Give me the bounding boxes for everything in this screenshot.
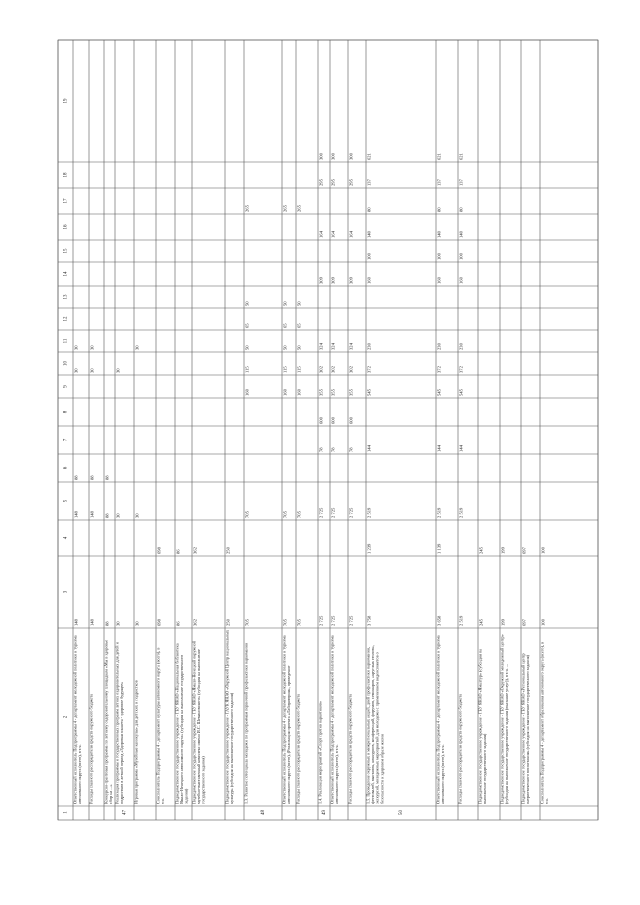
cell-value: 300 (318, 153, 324, 160)
cell-value: 697 (521, 547, 527, 554)
cell-value: 199 (500, 619, 506, 626)
cell-value: 30 (73, 345, 79, 350)
cell-value: 362 (192, 619, 198, 626)
cell-value: 30 (134, 513, 140, 518)
cell-value: 100 (540, 619, 546, 626)
row-name-text: Подведомственное государственное учреждение - ГБУ ЯНАО «Ямалтур» (субсидия на (477, 648, 483, 804)
cell-value: 265 (282, 205, 288, 212)
row-name-text: государственного задания) (200, 756, 206, 804)
column-number-label: 14 (63, 271, 69, 277)
row-name-text: культур» (субсидия на выполнение государственного задания) (229, 692, 235, 804)
cell-value: 30 (115, 621, 121, 626)
table-row (366, 152, 405, 815)
cell-value: 30 (134, 621, 140, 626)
cell-value: 621 (458, 153, 464, 160)
cell-value: 80 (458, 207, 464, 212)
cell-value: 600 (318, 417, 324, 424)
row-name-text: сбор на ...» (108, 784, 114, 804)
cell-value: 199 (500, 547, 506, 554)
cell-value: 545 (458, 389, 464, 396)
row-name-text: Подведомственное государственное учреждение - ГАУК ЯНАО «Окружной Центр национальных (224, 629, 230, 804)
table-row (348, 152, 354, 804)
cell-value: 355 (318, 389, 324, 396)
cell-value: 698 (156, 619, 162, 626)
cell-value: 355 (330, 389, 336, 396)
cell-value: 30 (115, 368, 121, 373)
cell-value: 2 725 (318, 615, 324, 626)
column-number-label: 10 (63, 361, 69, 366)
cell-value: 1 239 (366, 543, 372, 554)
cell-value: 30 (73, 368, 79, 373)
cell-value: 2 519 (436, 507, 442, 518)
row-name-text: автономного округа (всего), в т.ч. (77, 744, 83, 804)
cell-value: 600 (330, 417, 336, 424)
cell-value: 140 (458, 231, 464, 238)
cell-value: 621 (366, 153, 372, 160)
cell-value: 372 (436, 366, 442, 373)
table-row (540, 546, 550, 804)
cell-value: 88 (73, 475, 79, 480)
column-number-label: 8 (63, 410, 69, 414)
cell-value: 137 (366, 179, 372, 186)
table-row (244, 204, 267, 815)
cell-value: 65 (296, 323, 302, 328)
row-name-text: безопасности и здоровом образе жизни (379, 733, 385, 804)
row-name-text: Реализация программы и государственных программ летних оздоровительных для детей и (114, 642, 120, 804)
cell-value: 372 (458, 366, 464, 373)
cell-value: 50 (296, 345, 302, 350)
cell-value: 300 (330, 153, 336, 160)
row-number: 48 (261, 810, 267, 815)
cell-value: 324 (330, 343, 336, 350)
cell-value: 300 (348, 153, 354, 160)
cell-value: 2 725 (318, 507, 324, 518)
cell-value: 137 (436, 179, 442, 186)
cell-value: 372 (366, 366, 372, 373)
cell-value: 164 (348, 231, 354, 238)
cell-value: 705 (282, 511, 288, 518)
cell-value: 148 (89, 511, 95, 518)
cell-value: 86 (175, 549, 181, 554)
row-name-text: (субсидия на выполнение государственного задания (оказание услуг)), в т.ч. ... (504, 664, 510, 804)
cell-value: 2 725 (348, 615, 354, 626)
table-row (500, 546, 511, 804)
row-name-text: задания) (183, 788, 189, 804)
row-name-text: Соисполнитель Подпрограммы 4 - департамент образования автономного округа (всего), в (539, 642, 545, 804)
cell-value: 148 (89, 619, 95, 626)
row-name-text: Ответственный исполнитель Подпрограммы 4 - департамент молодежной политики и туризма (72, 635, 78, 804)
column-number-label: 12 (63, 316, 69, 322)
row-name-text: Подведомственное государственное учреждение - ГБУ ЯНАО «Окружной молодежный центр» (499, 634, 505, 804)
cell-value: 88 (104, 475, 110, 480)
row-name-text: т.ч. (160, 798, 166, 804)
cell-value: 78 (330, 447, 336, 452)
table-row (478, 546, 488, 804)
cell-value: 3 758 (366, 615, 372, 626)
column-number-label: 17 (63, 198, 69, 204)
table-row (330, 152, 341, 804)
cell-value: 50 (244, 345, 250, 350)
table-row (156, 546, 166, 804)
row-name-text: Расходы главного распорядителя средств окружного бюджета (295, 693, 301, 804)
cell-value: 160 (244, 389, 250, 396)
row-number: 47 (122, 810, 128, 815)
cell-value: 50 (296, 301, 302, 306)
row-number: 49 (322, 810, 328, 815)
cell-value: 295 (318, 179, 324, 186)
table-row (73, 345, 84, 804)
cell-value: 295 (330, 179, 336, 186)
row-name-text: Подведомственное государственное учреждение - ГБУ ЯНАО «Ямало-Ненецкий окружной (191, 641, 197, 804)
table-row (318, 152, 328, 815)
table-border (58, 40, 598, 820)
cell-value: 115 (244, 366, 250, 373)
cell-value: 230 (458, 343, 464, 350)
cell-value: 80 (366, 207, 372, 212)
cell-value: 2 519 (366, 507, 372, 518)
cell-value: 2 519 (458, 615, 464, 626)
row-name-text: патриотического воспитания» (субсидия на выполнение государственного задания) (525, 655, 531, 804)
cell-value: 697 (521, 619, 527, 626)
cell-value: 65 (282, 323, 288, 328)
cell-value: 160 (282, 389, 288, 396)
cell-value: 621 (436, 153, 442, 160)
cell-value: 309 (318, 277, 324, 284)
cell-value: 80 (436, 207, 442, 212)
table-row (192, 546, 206, 804)
table-row (104, 475, 114, 804)
cell-value: 144 (366, 445, 372, 452)
cell-value: 144 (436, 445, 442, 452)
row-name-text: Расходы главного распорядителя средств окружного бюджета (457, 693, 463, 804)
cell-value: 545 (436, 389, 442, 396)
row-name-text: Соисполнитель Подпрограммы 4 - департамент культуры автономного округа (всего), в (155, 647, 161, 804)
column-number-label: 6 (63, 466, 69, 470)
cell-value: 144 (458, 445, 464, 452)
column-number-label: 5 (63, 499, 69, 503)
cell-value: 78 (318, 447, 324, 452)
cell-value: 100 (366, 253, 372, 260)
row-name-text: 1.3. Развитие потенциала молодежи по программам первичной профилактики наркомании (243, 642, 249, 804)
cell-value: 30 (115, 513, 121, 518)
cell-value: 295 (348, 179, 354, 186)
cell-value: 86 (175, 621, 181, 626)
cell-value: 30 (134, 345, 140, 350)
row-name-text: фестивалей, выставок, конкурсов, конференций, форумов, семинаров, «круглых столов», (370, 645, 376, 804)
cell-value: 705 (244, 619, 250, 626)
cell-value: 88 (89, 475, 95, 480)
cell-value: 100 (540, 547, 546, 554)
cell-value: 164 (318, 231, 324, 238)
row-name-text: 1.5. Проведение окружных и межрегиональных акций, дней профилактики наркомании, (365, 646, 371, 804)
column-number-label: 2 (63, 715, 69, 719)
cell-value: 362 (192, 547, 198, 554)
row-name-text: Подведомственное государственное учреждение - ГБУ ЯНАО «Национальная библиотека (174, 643, 180, 804)
row-name-text: автономного округа (всего), в т.ч. (440, 744, 446, 804)
table-row (225, 546, 235, 804)
cell-value: 100 (458, 253, 464, 260)
row-name-text: экскурсий, молодежных мероприятий для молодежи с применением видеосюжетов о (374, 652, 380, 804)
row-name-text: автономного округа (всего), в т.ч. (334, 744, 340, 804)
cell-value: 137 (458, 179, 464, 186)
column-number-label: 3 (63, 590, 69, 594)
cell-value: 705 (282, 619, 288, 626)
cell-value: 115 (296, 366, 302, 373)
cell-value: 245 (478, 619, 484, 626)
cell-value: 140 (436, 231, 442, 238)
table-row (115, 368, 128, 815)
cell-value: 30 (89, 368, 95, 373)
cell-value: 545 (366, 389, 372, 396)
column-number-label: 11 (63, 338, 69, 344)
cell-value: 160 (296, 389, 302, 396)
row-name-text: т.ч. (544, 798, 550, 804)
cell-value: 2 725 (330, 507, 336, 518)
cell-value: 100 (436, 253, 442, 260)
cell-value: 302 (330, 366, 336, 373)
cell-value: 600 (348, 417, 354, 424)
cell-value: 698 (156, 547, 162, 554)
column-number-label: 18 (63, 172, 69, 178)
cell-value: 148 (73, 511, 79, 518)
column-number-label: 1 (63, 811, 69, 814)
cell-value: 230 (366, 343, 372, 350)
cell-value: 3 658 (436, 615, 442, 626)
row-name-text: Ямало-Ненецкого автономного округа» (субсидия на выполнение государственного (179, 654, 185, 804)
cell-value: 160 (436, 277, 442, 284)
table-row (175, 549, 189, 804)
cell-value: 705 (244, 511, 250, 518)
cell-value: 250 (225, 547, 231, 554)
column-number-label: 7 (63, 438, 69, 442)
row-name-text: Конкурсно-грантовая программа по летнему оздоровительному площадкам «Мы в здоровье (103, 639, 109, 804)
cell-value: 705 (296, 511, 302, 518)
cell-value: 88 (104, 513, 110, 518)
cell-value: 115 (282, 366, 288, 373)
cell-value: 302 (348, 366, 354, 373)
cell-value: 148 (73, 619, 79, 626)
cell-value: 50 (244, 301, 250, 306)
cell-value: 2 725 (330, 615, 336, 626)
cell-value: 164 (330, 231, 336, 238)
column-number-label: 16 (63, 224, 69, 230)
column-number-label: 13 (63, 294, 69, 300)
row-name-text: Игровая программа «Музейные каникулы» для детских и подростков (133, 680, 139, 804)
cell-value: 50 (282, 345, 288, 350)
cell-value: 250 (225, 619, 231, 626)
column-number-label: 9 (63, 385, 69, 388)
row-name-text: Ответственный исполнитель Подпрограммы 4 - департамент молодежной политики и туризма (329, 635, 335, 804)
table-row (436, 152, 447, 804)
row-name-text: Ответственный исполнитель Подпрограммы 4 - департамент молодежной политики и туризма (435, 635, 441, 804)
cell-value: 265 (244, 205, 250, 212)
row-name-text: Ответственный исполнитель Подпрограммы 4 - департамент молодежной политики и туризма (281, 635, 287, 804)
cell-value: 309 (330, 277, 336, 284)
cell-value: 309 (348, 277, 354, 284)
cell-value: 265 (296, 205, 302, 212)
column-number-label: 19 (63, 98, 69, 104)
row-name-text: музейно-выставочный комплекс имени И.С. Шемановского» (субсидия на выполнение (196, 649, 202, 804)
row-name-text: выполнение государственного задания) (482, 733, 488, 804)
column-number-label: 4 (63, 536, 69, 540)
row-number: 50 (399, 810, 405, 815)
row-name-text: подростков в летний период «Здоровая планета - здоровое будущее» (119, 681, 125, 804)
row-name-text: Расходы главного распорядителя средств окружного бюджета (347, 693, 353, 804)
cell-value: 160 (366, 277, 372, 284)
cell-value: 30 (89, 345, 95, 350)
cell-value: 230 (436, 343, 442, 350)
table-row (296, 204, 302, 804)
cell-value: 160 (458, 277, 464, 284)
cell-value: 88 (104, 621, 110, 626)
cell-value: 302 (318, 366, 324, 373)
table-row (89, 345, 95, 804)
cell-value: 1 139 (436, 543, 442, 554)
cell-value: 65 (244, 323, 250, 328)
cell-value: 78 (348, 447, 354, 452)
cell-value: 50 (282, 301, 288, 306)
table-row (134, 345, 140, 804)
table-row (282, 204, 293, 804)
cell-value: 324 (318, 343, 324, 350)
cell-value: 705 (296, 619, 302, 626)
row-name-text: Подведомственное государственное учреждение - ГБУ ЯНАО «Региональный центр (520, 653, 526, 804)
column-number-label: 15 (63, 248, 69, 254)
cell-value: 2 519 (458, 507, 464, 518)
cell-value: 245 (478, 547, 484, 554)
cell-value: 324 (348, 343, 354, 350)
row-name-text: 1.4. Реализация мероприятий «Спорт против наркотиков» (317, 701, 323, 804)
cell-value: 355 (348, 389, 354, 396)
cell-value: 2 725 (348, 507, 354, 518)
cell-value: 140 (366, 231, 372, 238)
row-name-text: Расходы главного распорядителя средств окружного бюджета (88, 693, 94, 804)
row-name-text: автономного округа (всего), (Реализация проекта «Лаборатория», проведение (286, 665, 292, 804)
table-row (521, 546, 531, 804)
table-row (458, 152, 464, 804)
